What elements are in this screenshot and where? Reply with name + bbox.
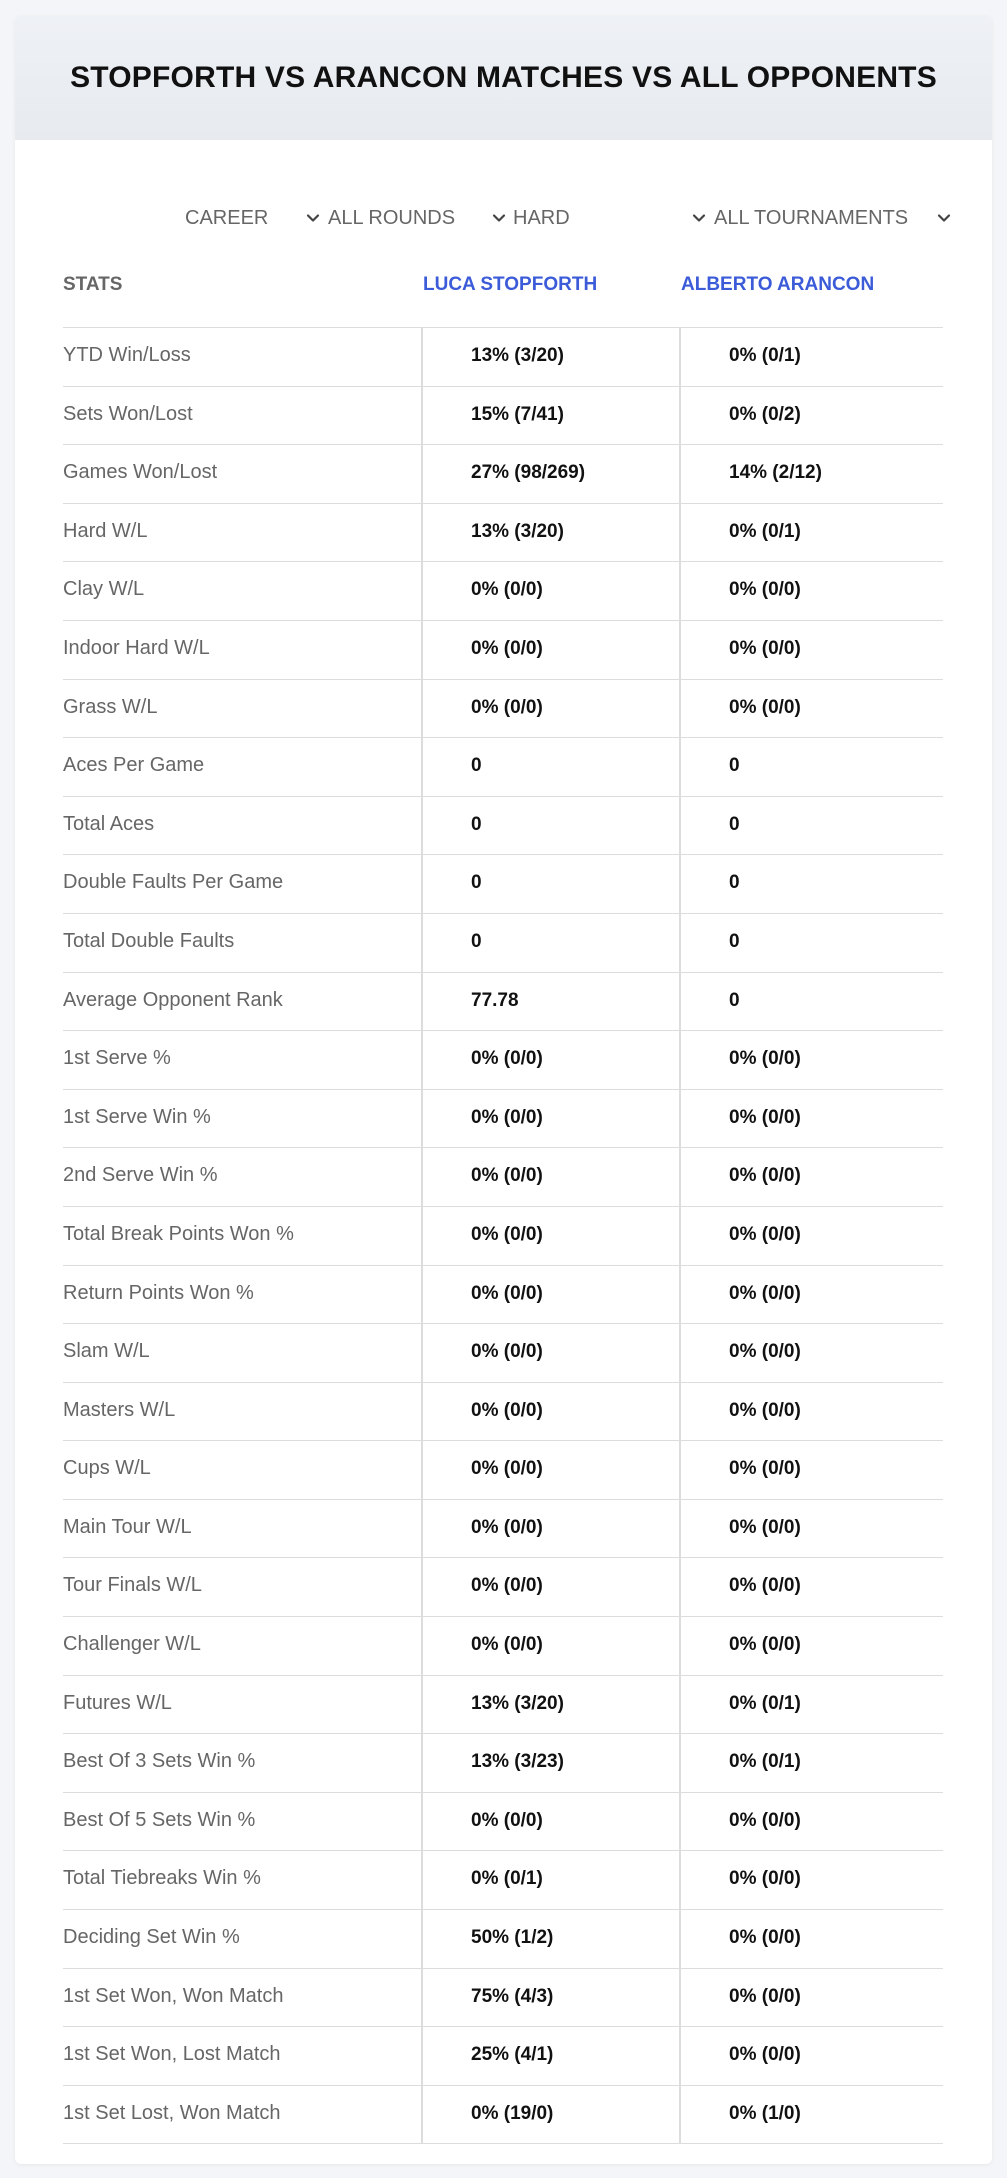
column-divider [421, 855, 423, 913]
column-header-player1-link[interactable]: LUCA STOPFORTH [423, 274, 598, 295]
stat-label: Total Double Faults [63, 929, 235, 952]
player1-stat-value: 0% (19/0) [471, 2102, 554, 2124]
table-row [63, 2086, 943, 2145]
stat-label: Slam W/L [63, 1340, 150, 1363]
column-divider [421, 387, 423, 445]
column-divider [421, 680, 423, 738]
column-divider [679, 2086, 681, 2144]
player2-stat-value: 0% (0/0) [729, 696, 801, 718]
player2-stat-value: 0% (0/0) [729, 1575, 801, 1597]
column-divider [679, 1969, 681, 2027]
stat-label: 1st Set Won, Lost Match [63, 2043, 281, 2066]
chevron-down-icon [691, 210, 707, 226]
player2-stat-value: 0% (0/0) [729, 1458, 801, 1480]
player2-stat-value: 0% (0/0) [729, 579, 801, 601]
page-title: STOPFORTH VS ARANCON MATCHES VS ALL OPPONENTS [70, 61, 937, 94]
player2-stat-value: 0% (0/0) [729, 1341, 801, 1363]
column-divider [421, 1500, 423, 1558]
column-divider [679, 621, 681, 679]
player1-stat-value: 0% (0/0) [471, 1223, 543, 1245]
column-divider [679, 1441, 681, 1499]
player1-stat-value: 0% (0/0) [471, 1809, 543, 1831]
column-divider [421, 1910, 423, 1968]
column-divider [679, 1500, 681, 1558]
player2-stat-value: 0% (0/2) [729, 403, 801, 425]
player1-stat-value: 0% (0/0) [471, 637, 543, 659]
player1-stat-value: 13% (3/20) [471, 520, 564, 542]
column-divider [679, 387, 681, 445]
column-header-stats: STATS [63, 274, 123, 295]
table-row [63, 855, 943, 914]
table-row [63, 914, 943, 973]
table-row [63, 1910, 943, 1969]
column-divider [421, 621, 423, 679]
stat-label: Sets Won/Lost [63, 402, 193, 425]
player2-stat-value: 0 [729, 930, 740, 952]
column-divider [421, 1617, 423, 1675]
table-row [63, 562, 943, 621]
player1-stat-value: 50% (1/2) [471, 1927, 554, 1949]
column-divider [421, 1851, 423, 1909]
player1-stat-value: 25% (4/1) [471, 2044, 554, 2066]
table-row [63, 1676, 943, 1735]
stat-label: 1st Serve % [63, 1047, 171, 1070]
column-divider [679, 1324, 681, 1382]
player1-stat-value: 0% (0/0) [471, 1399, 543, 1421]
stat-label: Challenger W/L [63, 1633, 201, 1656]
stat-label: Futures W/L [63, 1691, 172, 1714]
stat-label: Average Opponent Rank [63, 988, 283, 1011]
table-row [63, 1793, 943, 1852]
stat-label: Return Points Won % [63, 1281, 254, 1304]
table-row [63, 1148, 943, 1207]
player2-stat-value: 0 [729, 872, 740, 894]
player1-stat-value: 0% (0/0) [471, 1516, 543, 1538]
player1-stat-value: 0 [471, 755, 482, 777]
stat-label: Grass W/L [63, 695, 158, 718]
stat-label: Best Of 5 Sets Win % [63, 1808, 256, 1831]
column-divider [421, 1031, 423, 1089]
player2-stat-value: 0% (0/0) [729, 1048, 801, 1070]
table-row [63, 1441, 943, 1500]
player2-stat-value: 14% (2/12) [729, 462, 822, 484]
stat-label: Games Won/Lost [63, 461, 218, 484]
card-header [15, 16, 992, 140]
table-row [63, 621, 943, 680]
table-row [63, 1324, 943, 1383]
table-row [63, 1558, 943, 1617]
stat-label: Clay W/L [63, 578, 145, 601]
column-divider [421, 973, 423, 1031]
player1-stat-value: 0 [471, 930, 482, 952]
column-divider [679, 1207, 681, 1265]
column-divider [679, 1617, 681, 1675]
column-divider [421, 1383, 423, 1441]
table-row [63, 973, 943, 1032]
column-divider [679, 562, 681, 620]
stats-table [63, 254, 943, 2144]
filter-surface-select[interactable] [513, 188, 713, 248]
column-divider [421, 562, 423, 620]
column-divider [679, 1676, 681, 1734]
column-divider [679, 1558, 681, 1616]
column-divider [679, 1910, 681, 1968]
table-row [63, 2027, 943, 2086]
column-divider [679, 1031, 681, 1089]
column-divider [421, 445, 423, 503]
stat-label: Main Tour W/L [63, 1515, 192, 1538]
column-divider [421, 797, 423, 855]
column-divider [421, 1793, 423, 1851]
stat-label: Cups W/L [63, 1457, 151, 1480]
stat-label: Double Faults Per Game [63, 871, 284, 894]
stat-label: Total Tiebreaks Win % [63, 1867, 261, 1890]
player1-stat-value: 0% (0/0) [471, 1341, 543, 1363]
column-divider [421, 1441, 423, 1499]
table-row [63, 1734, 943, 1793]
chevron-down-icon [936, 210, 952, 226]
column-divider [679, 1734, 681, 1792]
player2-stat-value: 0% (0/1) [729, 520, 801, 542]
player1-stat-value: 77.78 [471, 989, 519, 1011]
filter-tournaments-value: ALL TOURNAMENTS [714, 206, 909, 229]
stat-label: Hard W/L [63, 519, 148, 542]
table-row [63, 1617, 943, 1676]
stat-label: Deciding Set Win % [63, 1926, 240, 1949]
column-divider [679, 855, 681, 913]
player1-stat-value: 0% (0/0) [471, 1048, 543, 1070]
column-divider [421, 1558, 423, 1616]
table-row [63, 328, 943, 387]
column-divider [679, 1266, 681, 1324]
stat-label: YTD Win/Loss [63, 344, 191, 366]
column-divider [679, 914, 681, 972]
stat-label: Best Of 3 Sets Win % [63, 1750, 256, 1773]
player2-stat-value: 0% (0/0) [729, 1223, 801, 1245]
column-divider [421, 504, 423, 562]
column-divider [421, 1148, 423, 1206]
player1-stat-value: 0% (0/0) [471, 579, 543, 601]
player2-stat-value: 0% (0/1) [729, 1692, 801, 1714]
player2-stat-value: 0% (0/1) [729, 1751, 801, 1773]
player1-stat-value: 0% (0/0) [471, 1458, 543, 1480]
player2-stat-value: 0 [729, 813, 740, 835]
player2-stat-value: 0% (0/0) [729, 1985, 801, 2007]
column-divider [679, 1851, 681, 1909]
player1-stat-value: 0% (0/0) [471, 1165, 543, 1187]
player2-stat-value: 0% (0/1) [729, 345, 801, 366]
player1-stat-value: 75% (4/3) [471, 1985, 554, 2007]
table-row [63, 1383, 943, 1442]
stat-label: 1st Serve Win % [63, 1105, 211, 1128]
table-row [63, 445, 943, 504]
player2-stat-value: 0% (1/0) [729, 2102, 801, 2124]
column-divider [679, 1090, 681, 1148]
column-divider [679, 504, 681, 562]
player2-stat-value: 0 [729, 989, 740, 1011]
column-divider [679, 328, 681, 386]
stat-label: 2nd Serve Win % [63, 1164, 218, 1187]
filter-timeframe-value: CAREER [185, 206, 269, 229]
column-divider [679, 2027, 681, 2085]
column-divider [679, 445, 681, 503]
player2-stat-value: 0% (0/0) [729, 1927, 801, 1949]
player2-stat-value: 0% (0/0) [729, 2044, 801, 2066]
player1-stat-value: 15% (7/41) [471, 403, 564, 425]
player1-stat-value: 0% (0/0) [471, 1106, 543, 1128]
stat-label: 1st Set Won, Won Match [63, 1984, 284, 2007]
player2-stat-value: 0% (0/0) [729, 1399, 801, 1421]
filter-timeframe-select[interactable] [185, 188, 335, 248]
stat-label: Total Aces [63, 812, 155, 835]
filter-rounds-value: ALL ROUNDS [328, 206, 456, 229]
stat-label: Aces Per Game [63, 754, 205, 777]
column-divider [421, 2027, 423, 2085]
table-row [63, 738, 943, 797]
column-divider [679, 973, 681, 1031]
column-divider [679, 1793, 681, 1851]
column-divider [421, 1207, 423, 1265]
player1-stat-value: 0 [471, 813, 482, 835]
player1-stat-value: 27% (98/269) [471, 462, 586, 484]
player2-stat-value: 0% (0/0) [729, 1106, 801, 1128]
column-header-player2-link[interactable]: ALBERTO ARANCON [681, 274, 875, 295]
filter-bar [15, 188, 992, 248]
column-divider [679, 797, 681, 855]
column-divider [421, 1676, 423, 1734]
stat-label: Masters W/L [63, 1398, 176, 1421]
player2-stat-value: 0% (0/0) [729, 1809, 801, 1831]
stats-card [15, 16, 992, 2164]
player1-stat-value: 0 [471, 872, 482, 894]
table-row [63, 1266, 943, 1325]
column-divider [421, 328, 423, 386]
column-divider [421, 1969, 423, 2027]
column-divider [679, 1383, 681, 1441]
player1-stat-value: 13% (3/20) [471, 345, 564, 366]
player1-stat-value: 13% (3/20) [471, 1692, 564, 1714]
column-divider [421, 1734, 423, 1792]
column-divider [679, 680, 681, 738]
table-row [63, 1851, 943, 1910]
filter-tournaments-select[interactable] [714, 188, 964, 248]
filter-surface-value: HARD [513, 206, 570, 229]
table-row [63, 797, 943, 856]
player1-stat-value: 0% (0/0) [471, 1634, 543, 1656]
table-row [63, 504, 943, 563]
player1-stat-value: 13% (3/23) [471, 1751, 564, 1773]
player2-stat-value: 0% (0/0) [729, 1282, 801, 1304]
column-divider [679, 738, 681, 796]
column-divider [421, 914, 423, 972]
table-row [63, 1207, 943, 1266]
table-body [63, 328, 943, 2144]
player1-stat-value: 0% (0/1) [471, 1868, 543, 1890]
table-row [63, 1090, 943, 1149]
table-header [63, 254, 943, 328]
column-divider [421, 1090, 423, 1148]
table-row [63, 680, 943, 739]
table-row [63, 1500, 943, 1559]
player2-stat-value: 0% (0/0) [729, 1868, 801, 1890]
player2-stat-value: 0% (0/0) [729, 637, 801, 659]
chevron-down-icon [491, 210, 507, 226]
chevron-down-icon [305, 210, 321, 226]
player1-stat-value: 0% (0/0) [471, 1282, 543, 1304]
player2-stat-value: 0% (0/0) [729, 1516, 801, 1538]
player2-stat-value: 0 [729, 755, 740, 777]
player2-stat-value: 0% (0/0) [729, 1634, 801, 1656]
column-divider [421, 738, 423, 796]
filter-rounds-select[interactable] [328, 188, 518, 248]
player1-stat-value: 0% (0/0) [471, 1575, 543, 1597]
stat-label: Tour Finals W/L [63, 1574, 202, 1597]
player2-stat-value: 0% (0/0) [729, 1165, 801, 1187]
stat-label: Total Break Points Won % [63, 1222, 294, 1245]
stat-label: Indoor Hard W/L [63, 636, 210, 659]
column-divider [421, 1266, 423, 1324]
player1-stat-value: 0% (0/0) [471, 696, 543, 718]
stat-label: 1st Set Lost, Won Match [63, 2101, 281, 2124]
table-row [63, 1031, 943, 1090]
column-divider [421, 1324, 423, 1382]
column-divider [421, 2086, 423, 2144]
table-row [63, 387, 943, 446]
column-divider [679, 1148, 681, 1206]
table-row [63, 1969, 943, 2028]
